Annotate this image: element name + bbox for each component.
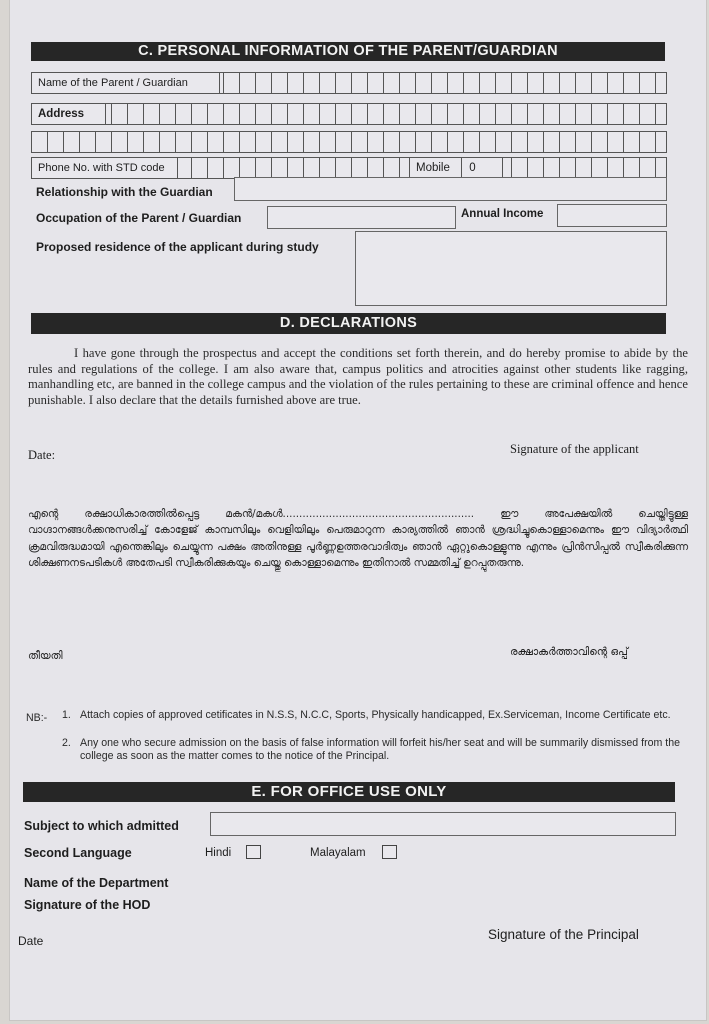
applicant-signature-label: Signature of the applicant	[510, 442, 639, 456]
malayalam-label: Malayalam	[310, 847, 366, 859]
income-label: Annual Income	[461, 208, 544, 220]
hod-signature-label: Signature of the HOD	[24, 898, 151, 912]
mobile-label	[409, 158, 503, 178]
address-label: Address	[32, 104, 106, 124]
residence-label: Proposed residence of the applicant during study	[36, 240, 319, 254]
declaration-date-label: Date:	[28, 448, 56, 462]
relationship-field[interactable]	[234, 177, 667, 201]
guardian-signature-label: രക്ഷാകർത്താവിന്റെ ഒപ്പ്	[510, 646, 628, 658]
section-d-title: D. DECLARATIONS	[279, 315, 418, 331]
occupation-field[interactable]	[267, 206, 456, 229]
address-field-2[interactable]	[31, 131, 667, 153]
mobile-prefix: 0	[469, 162, 476, 174]
occupation-label: Occupation of the Parent / Guardian	[36, 211, 242, 225]
note-1-text: Attach copies of approved cetificates in N.S.S, N.C.C, Sports, Physically handicapped, Ex.Serviceman, Income Certificate etc.	[80, 709, 671, 721]
second-language-label: Second Language	[24, 846, 132, 860]
phone-label: Phone No. with STD code	[32, 158, 178, 178]
income-field[interactable]	[557, 204, 667, 227]
office-date-label: Date	[18, 934, 44, 948]
declaration-text: I have gone through the prospectus and accept the conditions set forth therein, and do hereby promise to abide by the rules and regulations of the college. I am also aware that, campus politics and atrocities against other students like ragging, manhandling etc, are banned in the college campus and the violation of the rules pertaining to these are criminal offence and hence punishable. I also declare that the details furnished above are true.	[28, 346, 688, 408]
principal-signature-label: Signature of the Principal	[488, 927, 639, 942]
section-e-header	[23, 782, 675, 802]
section-c-header	[31, 42, 665, 61]
malayalam-checkbox[interactable]	[382, 845, 397, 859]
residence-field[interactable]	[355, 231, 667, 306]
section-d-header	[31, 313, 666, 334]
note-1-number: 1.	[62, 709, 71, 721]
hindi-label: Hindi	[205, 847, 232, 859]
nb-prefix: NB:-	[26, 712, 48, 724]
phone-field[interactable]	[31, 157, 667, 179]
name-label: Name of the Parent / Guardian	[32, 73, 220, 93]
malayalam-date-label: തീയതി	[28, 650, 63, 662]
subject-field[interactable]	[210, 812, 676, 836]
name-field[interactable]	[31, 72, 667, 94]
note-2-text: Any one who secure admission on the basis of false information will forfeit his/her seat and will be summarily dismissed from the college as soon as the matter comes to the notice of the Principal.	[80, 737, 680, 762]
section-c-title: C. PERSONAL INFORMATION OF THE PARENT/GUARDIAN	[138, 43, 558, 59]
subject-label: Subject to which admitted	[24, 819, 179, 833]
section-e-title: E. FOR OFFICE USE ONLY	[251, 783, 447, 800]
department-label: Name of the Department	[24, 876, 169, 890]
mobile-label-text: Mobile	[416, 162, 450, 174]
mobile-separator	[461, 158, 462, 178]
relationship-label: Relationship with the Guardian	[36, 185, 213, 199]
note-2-number: 2.	[62, 737, 71, 749]
form-page	[10, 0, 706, 1020]
hindi-checkbox[interactable]	[246, 845, 261, 859]
address-field-1[interactable]	[31, 103, 667, 125]
malayalam-declaration: എന്റെ രക്ഷാധികാരത്തിൽപ്പെട്ട മകൻ/മകൾ.......................................................... ഈ അപേക്ഷയിൽ ചെയ്തിട്ടുള്ള വാഗ്ദാനങ്ങൾക്കനുസരിച്ച് കോളേജ് കാമ്പസിലും വെളിയിലും പെരുമാറുന്ന കാര്യത്തിൽ ഞാൻ ശ്രദ്ധിച്ചുകൊള്ളാമെന്നും ഈ വിദ്യാർത്ഥി ക്രമവിരുദ്ധമായി എന്തെങ്കിലും ചെയ്യുന്ന പക്ഷം അതിനുള്ള പൂർണ്ണഉത്തരവാദിത്വം ഞാൻ ഏറ്റുകൊള്ളുന്നു എന്നും പ്രിൻസിപ്പൽ സ്വീകരിക്കുന്ന ശിക്ഷണനടപടികൾ അതേപടി സ്വീകരിക്കുകയും ചെയ്തു കൊള്ളാമെന്നും ഇതിനാൽ സമ്മതിച്ച് ഉറപ്പുതരുന്നു.	[28, 508, 688, 569]
